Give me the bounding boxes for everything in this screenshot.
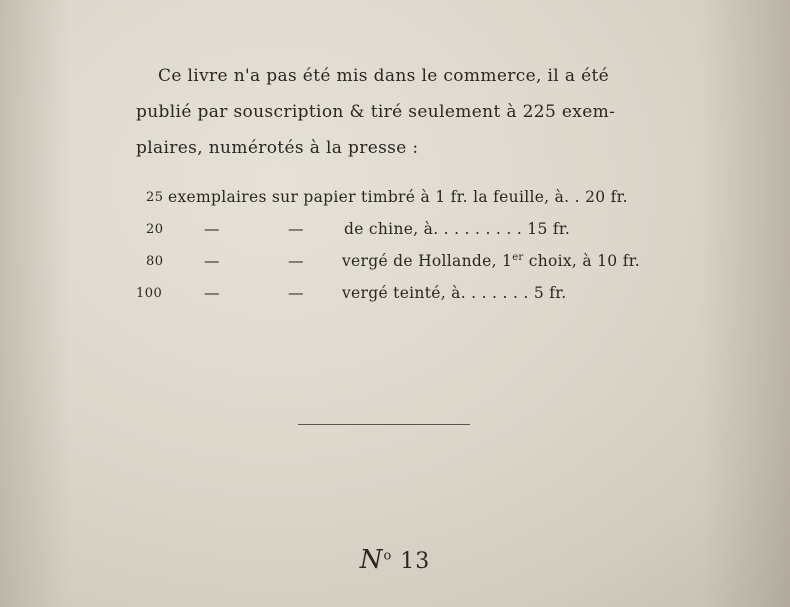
description-text: choix, à 10 fr. bbox=[523, 252, 640, 271]
edition-quantity: 25 bbox=[146, 190, 164, 205]
edition-quantity: 80 bbox=[146, 254, 164, 269]
edition-description: exemplaires sur papier timbré à 1 fr. la feuille, à. . 20 fr. bbox=[168, 188, 628, 206]
edition-quantity: 20 bbox=[146, 222, 164, 237]
numero-mark: N bbox=[359, 545, 384, 575]
description-superscript: er bbox=[512, 252, 524, 263]
ditto-dash: — bbox=[204, 284, 220, 302]
ditto-dash: — bbox=[288, 252, 304, 270]
paragraph-line-1: Ce livre n'a pas été mis dans le commerce, il a été bbox=[158, 66, 610, 86]
justification-paragraph bbox=[136, 58, 636, 166]
ditto-dash: — bbox=[204, 252, 220, 270]
paragraph-line-3: plaires, numérotés à la presse : bbox=[136, 138, 419, 158]
paragraph-line-2: publié par souscription & tiré seulement à 225 exem- bbox=[136, 102, 616, 122]
edition-row bbox=[0, 220, 790, 244]
description-text: vergé de Hollande, 1 bbox=[342, 252, 513, 271]
edition-row bbox=[0, 252, 790, 276]
edition-description bbox=[342, 252, 640, 270]
edition-row bbox=[0, 284, 790, 308]
copy-number-value: 13 bbox=[400, 549, 431, 574]
edition-description: de chine, à. . . . . . . . . 15 fr. bbox=[344, 220, 571, 238]
ditto-dash: — bbox=[204, 220, 220, 238]
ditto-dash: — bbox=[288, 220, 304, 238]
edition-row bbox=[0, 188, 790, 212]
copy-number bbox=[0, 545, 790, 575]
numero-mark-superscript: o bbox=[383, 548, 393, 564]
ditto-dash: — bbox=[288, 284, 304, 302]
edition-quantity: 100 bbox=[136, 286, 163, 301]
edition-description: vergé teinté, à. . . . . . . 5 fr. bbox=[342, 284, 567, 302]
horizontal-rule bbox=[298, 424, 470, 425]
